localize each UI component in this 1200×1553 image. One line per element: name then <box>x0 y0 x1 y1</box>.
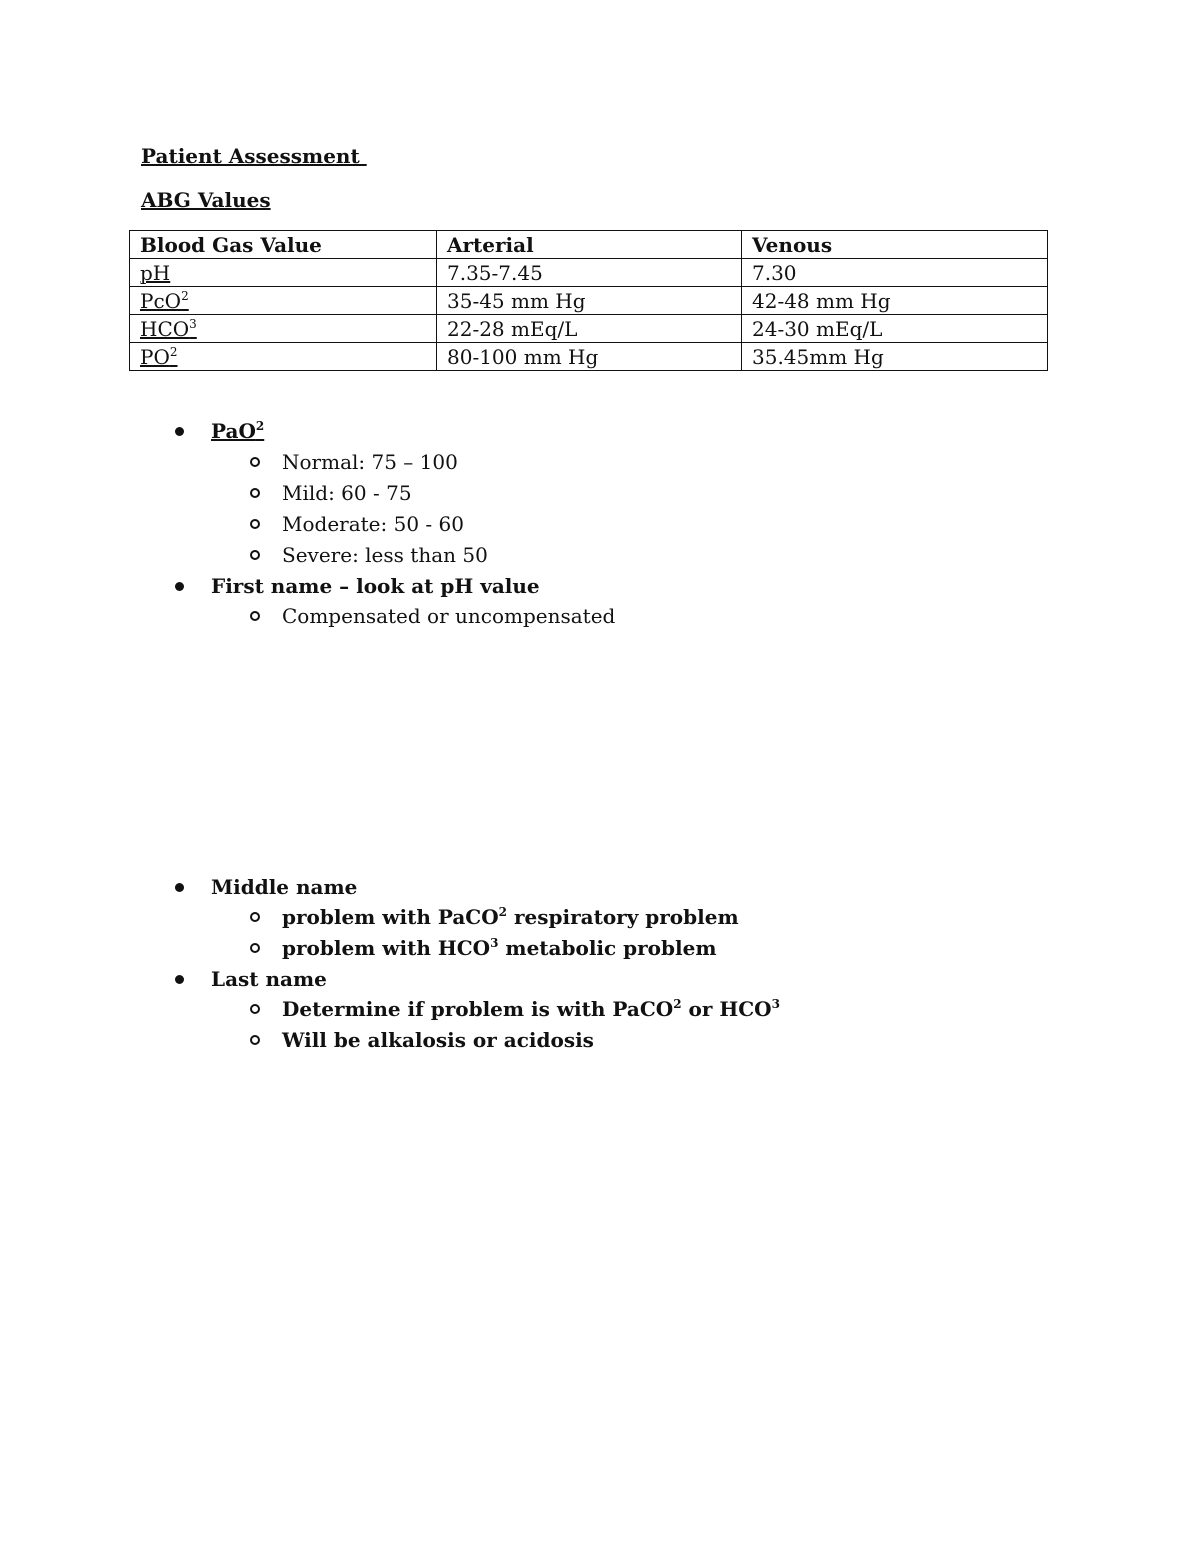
bullet-icon <box>175 427 184 436</box>
list-item-superscript: 3 <box>771 997 780 1011</box>
circle-bullet-icon <box>250 912 260 922</box>
row-name-superscript: 2 <box>169 344 178 359</box>
list-item-text: problem with PaCO <box>282 905 499 929</box>
abg-values-table <box>129 230 1048 371</box>
venous-value: 42-48 mm Hg <box>742 287 1048 315</box>
list-item-pao2 <box>211 419 264 443</box>
list-item-last-name <box>211 967 327 991</box>
list-item-label: Middle name <box>211 875 358 899</box>
venous-value: 24-30 mEq/L <box>742 315 1048 343</box>
section-title-abg-values: ABG Values <box>141 188 271 212</box>
arterial-value: 7.35-7.45 <box>437 259 742 287</box>
list-item <box>282 481 412 505</box>
arterial-value: 35-45 mm Hg <box>437 287 742 315</box>
row-name-po2 <box>130 343 437 371</box>
list-item <box>282 1028 594 1052</box>
bullet-icon <box>175 582 184 591</box>
list-item-text: Severe: less than 50 <box>282 543 488 567</box>
column-header-arterial: Arterial <box>437 231 742 259</box>
circle-bullet-icon <box>250 550 260 560</box>
list-item-text: problem with HCO <box>282 936 491 960</box>
list-item <box>282 604 615 628</box>
list-item <box>282 512 464 536</box>
page-title: Patient Assessment <box>141 144 367 168</box>
row-name-text: PcO <box>140 288 182 313</box>
list-item-superscript: 2 <box>498 905 508 919</box>
circle-bullet-icon <box>250 1035 260 1045</box>
circle-bullet-icon <box>250 943 260 953</box>
list-item <box>282 543 488 567</box>
venous-value: 35.45mm Hg <box>742 343 1048 371</box>
row-name-ph <box>130 259 437 287</box>
row-name-superscript: 3 <box>189 316 197 331</box>
row-name-text: pH <box>140 260 171 285</box>
row-name-text: PO <box>140 344 170 369</box>
list-item-text: Normal: 75 – 100 <box>282 450 458 474</box>
circle-bullet-icon <box>250 457 260 467</box>
venous-value: 7.30 <box>742 259 1048 287</box>
list-item-superscript: 2 <box>673 997 682 1011</box>
list-item <box>282 997 780 1021</box>
list-item-label: First name – look at pH value <box>211 574 540 598</box>
circle-bullet-icon <box>250 519 260 529</box>
list-item-text: Moderate: 50 - 60 <box>282 512 464 536</box>
column-header-blood-gas-value: Blood Gas Value <box>130 231 437 259</box>
row-name-text: HCO <box>140 316 190 341</box>
list-item-text: Will be alkalosis or acidosis <box>282 1028 594 1052</box>
list-item-text: respiratory problem <box>507 905 739 929</box>
list-item-superscript: 2 <box>255 419 265 433</box>
table-row <box>130 315 1048 343</box>
list-item-label: Last name <box>211 967 327 991</box>
row-name-superscript: 2 <box>181 288 189 303</box>
list-item-text: Determine if problem is with PaCO <box>282 997 674 1021</box>
list-item <box>282 905 739 929</box>
list-item-superscript: 3 <box>490 936 499 950</box>
arterial-value: 22-28 mEq/L <box>437 315 742 343</box>
row-name-pco2 <box>130 287 437 315</box>
bullet-icon <box>175 975 184 984</box>
column-header-venous: Venous <box>742 231 1048 259</box>
table-row <box>130 287 1048 315</box>
circle-bullet-icon <box>250 1004 260 1014</box>
list-item-first-name <box>211 574 540 598</box>
list-item-text: or HCO <box>681 997 772 1021</box>
table-header-row <box>130 231 1048 259</box>
list-item <box>282 936 717 960</box>
list-item-label: PaO <box>211 419 256 443</box>
table-row <box>130 259 1048 287</box>
list-item-text: Compensated or uncompensated <box>282 604 616 628</box>
list-item-middle-name <box>211 875 357 899</box>
list-item-text: Mild: 60 - 75 <box>282 481 412 505</box>
arterial-value: 80-100 mm Hg <box>437 343 742 371</box>
table-row <box>130 343 1048 371</box>
list-item <box>282 450 458 474</box>
circle-bullet-icon <box>250 611 260 621</box>
row-name-hco3 <box>130 315 437 343</box>
list-item-text: metabolic problem <box>498 936 717 960</box>
bullet-icon <box>175 883 184 892</box>
circle-bullet-icon <box>250 488 260 498</box>
